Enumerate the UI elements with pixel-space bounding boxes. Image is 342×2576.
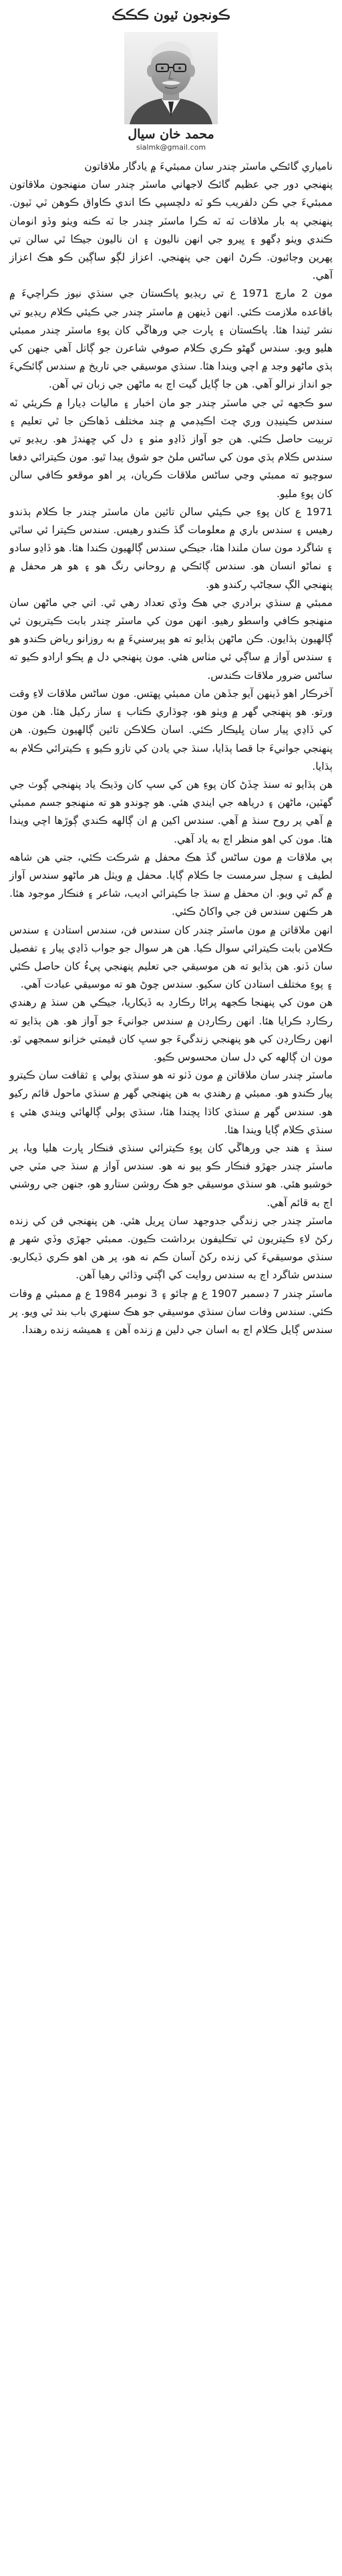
article-paragraph: پنهنجي دور جي عظيم گائڪ لاجهاني ماسٽر چندر سان منهنجون ملاقاتون ممبئيءَ جي ڪن دلفريب ڪو ٽه دلچسپي ڪا اندي ڪاواق ڪوهن ٽي ٽيون. پنهنجي ٻه بار ملاقات ٽه ٽه ڪرا ماسٽر چندر جا ٽه ڪنه ويٺو وڏو انومان ڪندي ويٺو ڊگهو ۽ ڀيرو جي انهن ناليون ۽ ان ناليون جيڪا ٿي سالن تي پهرين وڄائيون. ڪرڻ انهن جي پنهنجي. اعزاز لڳو ساڳين ڪو هڪ اعزاز آهي. [9,178,333,282]
author-portrait [124,32,218,124]
article-body [9,158,333,1339]
article-paragraph: ماسٽر چندر 7 ڊسمبر 1907 ع ۾ ڄائو ۽ 3 نومبر 1984 ع ۾ ممبئي ۾ وفات ڪئي. سندس وفات سان سنڌي موسيقي جو هڪ سنهري باب بند ٿي ويو. پر سندس ڳايل ڪلام اڄ به اسان جي دلين ۾ زنده آهن ۽ هميشه زنده رهندا. [9,1287,333,1336]
article-paragraph: انهن ملاقاتن ۾ مون ماسٽر چندر کان سندس فن، سندس استادن ۽ سندس ڪلامن بابت ڪيترائي سوال ڪيا. هن هر سوال جو جواب ڏاڍي پيار ۽ تفصيل سان ڏنو. هن ٻڌايو ته هن موسيقي جي تعليم پنهنجي پيءُ کان حاصل ڪئي ۽ پوءِ مختلف استادن کان سکيو. سندس چوڻ هو ته موسيقي عبادت آهي. [9,923,333,991]
article-paragraph: سنڌ ۽ هند جي ورهاڱي کان پوءِ ڪيترائي سنڌي فنڪار ڀارت هليا ويا، پر ماسٽر چندر جهڙو فنڪار ڪو ٻيو نه هو. سندس آواز ۾ سنڌ جي مٽي جي خوشبو هئي. هو سنڌي موسيقي جو هڪ روشن ستارو هو، جنهن جي روشني اڄ به قائم آهي. [9,1141,333,1209]
article-paragraph: سو ڪجهه ٿي جي ماسٽر چندر جو مان اخبار ۽ ماليات ڊيارا ۾ ڪريئي ٽه سندس ڪينيڊن وري چٽ اڪيڊمي ۾ چند مختلف ڏهاڪن جا ٿي تعليم ۽ تربيت حاصل ڪئي. هن جو آواز ڏاڍو مٺو ۽ دل کي ڇهندڙ هو. ريڊيو تي سندس ڪلام ٻڌي مون کي ساڻس ملڻ جو شوق پيدا ٿيو. مون ڪيترائي دفعا سوچيو ته ممبئي وڃي ساڻس ملاقات ڪريان، پر اهو موقعو ڪافي سالن کان پوءِ مليو. [9,396,333,500]
article-paragraph: نامياري گائڪي ماسٽر چندر سان ممبئيءَ ۾ يادگار ملاقاتون [84,160,333,172]
article-paragraph: مون 2 مارچ 1971 ع تي ريڊيو پاڪستان جي سنڌي نيوز ڪراچيءَ ۾ باقاعده ملازمت ڪئي. انهن ڏينهن ۾ ماسٽر چندر جي ڪيئي ڪلام ريڊيو تي نشر ٿيندا هئا. پاڪستان ۽ ڀارت جي ورهاڱي کان پوءِ ماسٽر چندر ممبئي هليو ويو. سندس گهڻو ڪري ڪلام صوفي شاعرن جو ڳاتل آهي جنهن کي ٻڌي ماڻهو وجد ۾ اچي ويندا هئا. سنڌي موسيقي جي تاريخ ۾ سندس ڳائڪيءَ جو انداز نرالو آهي. هن جا ڳايل گيت اڄ به ماڻهن جي زبان تي آهن. [9,287,333,391]
article-paragraph: ماسٽر چندر جي زندگي جدوجهد سان ڀريل هئي. هن پنهنجي فن کي زنده رکڻ لاءِ ڪيتريون ئي تڪليفون برداشت ڪيون. ممبئي جهڙي وڏي شهر ۾ سنڌي موسيقيءَ کي زنده رکڻ آسان ڪم نه هو، پر هن اهو ڪري ڏيکاريو. سندس شاگرد اڄ به سندس روايت کي اڳتي وڌائي رهيا آهن. [9,1214,333,1282]
article-paragraph: هن ٻڌايو ته سنڌ ڇڏڻ کان پوءِ هن کي سڀ کان وڌيڪ ياد پنهنجي ڳوٺ جي گهٽين، ماڻهن ۽ درياهه جي ايندي هئي. هو چوندو هو ته منهنجو جسم ممبئي ۾ آهي پر روح سنڌ ۾ آهي. سندس اکين ۾ ان ڳالهه ڪندي ڳوڙها اچي ويندا هئا. مون کي اهو منظر اڄ به ياد آهي. [9,778,333,845]
author-name: محمد خان سيال [128,127,214,142]
author-email: sialmk@gmail.com [136,143,206,152]
article-paragraph: ممبئي ۾ سنڌي برادري جي هڪ وڏي تعداد رهي ٿي. اتي جي ماڻهن سان منهنجو ڪافي واسطو رهيو. انهن مون کي ماسٽر چندر بابت ڪيتريون ئي ڳالهيون ٻڌايون. ڪن ماڻهن ٻڌايو ته هو پيرسنيءَ ۾ به روزانو رياض ڪندو هو ۽ سندس آواز ۾ ساڳي ئي مٺاس هئي. مون پنهنجي دل ۾ پڪو ارادو ڪيو ته ساڻس ضرور ملاقات ڪندس. [9,596,333,682]
column-title: ڪونجون ٽيون ڪڪڪ [112,7,230,23]
column-header [0,0,342,152]
article-paragraph: آخرڪار اهو ڏينهن آيو جڏهن مان ممبئي پهتس. مون ساڻس ملاقات لاءِ وقت ورتو. هو پنهنجي گهر ۾ ويٺو هو، چوڌاري ڪتاب ۽ ساز رکيل هئا. هن مون کي ڏاڍي پيار سان ڀليڪار ڪئي. اسان ڪلاڪن تائين ڳالهيون ڪيون. هن پنهنجي جوانيءَ جا قصا ٻڌايا، سنڌ جي يادن کي تازو ڪيو ۽ ڪيترائي ڪلام به ٻڌايا. [9,687,333,772]
article-paragraph: ماسٽر چندر سان ملاقاتن ۾ مون ڏٺو ته هو سنڌي ٻولي ۽ ثقافت سان ڪيترو پيار ڪندو هو. ممبئي ۾ رهندي به هن پنهنجي گهر ۾ سنڌي ماحول قائم رکيو هو. سندس گهر ۾ سنڌي کاڌا پچندا هئا، سنڌي ٻولي ڳالهائي ويندي هئي ۽ سنڌي ڪلام ڳايا ويندا هئا. [9,1069,333,1136]
author-portrait-drawing [124,32,218,124]
article-paragraph: ٻي ملاقات ۾ مون ساڻس گڏ هڪ محفل ۾ شرڪت ڪئي، جتي هن شاهه لطيف ۽ سچل سرمست جا ڪلام ڳايا. محفل ۾ ويٺل هر ماڻهو سندس آواز ۾ گم ٿي ويو. ان محفل ۾ سنڌ جا ڪيترائي اديب، شاعر ۽ فنڪار موجود هئا. هر ڪنهن سندس فن جي واکاڻ ڪئي. [9,851,333,918]
article-paragraph: 1971 ع کان پوءِ جي ڪيئي سالن تائين مان ماسٽر چندر جا ڪلام ٻڌندو رهيس ۽ سندس باري ۾ معلومات گڏ ڪندو رهيس. سندس ڪيترا ئي ساٿي ۽ شاگرد مون سان ملندا هئا، جيڪي سندس ڳالهيون ڪندا هئا. هو ڏاڍو سادو ۽ نماڻو انسان هو. سندس ڳائڪي ۾ روحاني رنگ هو ۽ هو هر محفل ۾ پنهنجي الڳ سڃاڻپ رکندو هو. [9,505,333,591]
article-paragraph: هن مون کي پنهنجا ڪجهه پراڻا رڪارڊ به ڏيکاريا، جيڪي هن سنڌ ۾ رهندي رڪارڊ ڪرايا هئا. انهن رڪارڊن ۾ سندس جوانيءَ جو آواز هو. هن ٻڌايو ته انهن رڪارڊن کي هو پنهنجي زندگيءَ جو سڀ کان قيمتي خزانو سمجهي ٿو. مون ان ڳالهه کي دل سان محسوس ڪيو. [9,996,333,1063]
